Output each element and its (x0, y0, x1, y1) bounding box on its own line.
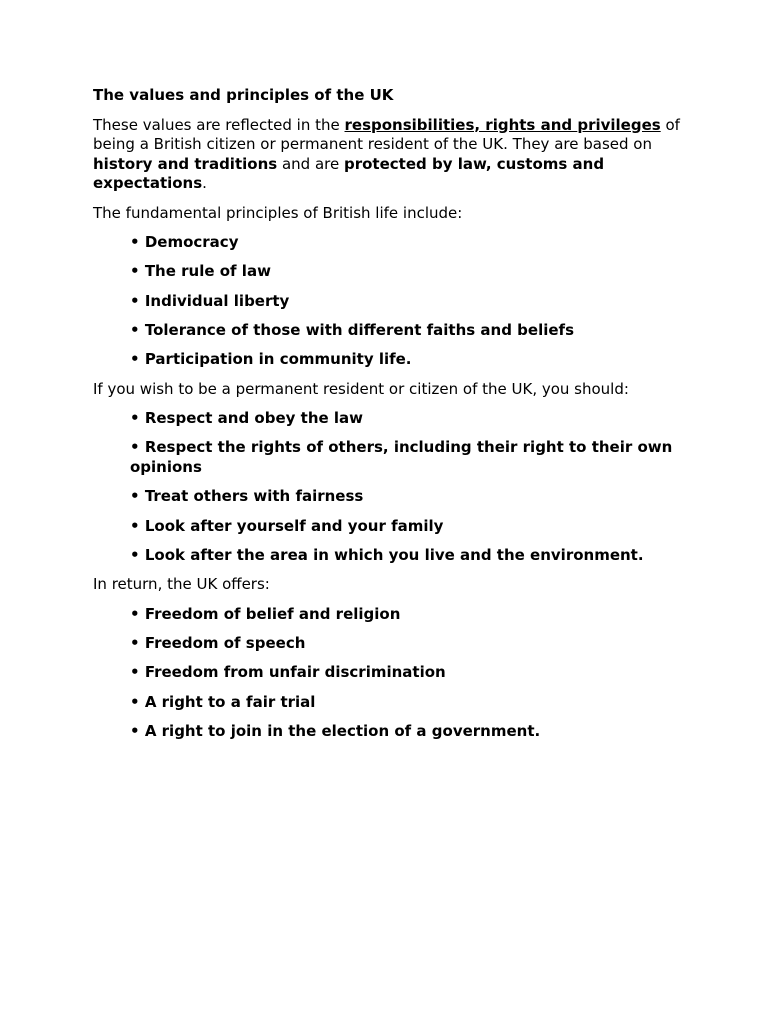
page-title: The values and principles of the UK (93, 86, 394, 104)
principles-list (93, 233, 693, 370)
intro-paragraph (93, 116, 693, 194)
intro-text-3: and are (277, 154, 344, 173)
list-item-label: Individual liberty (144, 291, 290, 310)
list-item (130, 693, 693, 713)
list-item (130, 233, 693, 253)
principles-intro: The fundamental principles of British life include: (93, 203, 463, 222)
bullet-icon: • (130, 409, 140, 428)
should-list (93, 409, 693, 565)
responsibilities-link-part-1[interactable]: responsibilities, rights and (344, 115, 578, 134)
intro-text-4: . (202, 174, 207, 192)
list-item-label: The rule of law (144, 262, 271, 281)
list-item-label: Tolerance of those with different faiths and beliefs (144, 320, 574, 339)
intro-text-1: These values are reflected in the (93, 115, 345, 134)
list-item-label: A right to join in the election of a government. (144, 722, 541, 741)
bullet-icon: • (130, 262, 140, 281)
bullet-icon: • (130, 634, 140, 653)
bullet-icon: • (130, 604, 140, 623)
list-item-label: Democracy (144, 233, 239, 251)
list-item (130, 350, 693, 370)
list-item (130, 546, 693, 566)
list-item-label: Look after the area in which you live and the environment. (144, 545, 644, 564)
bullet-icon: • (130, 692, 140, 711)
offers-intro: In return, the UK offers: (93, 575, 270, 594)
responsibilities-link[interactable] (345, 116, 661, 134)
bullet-icon: • (130, 722, 140, 741)
bullet-icon: • (130, 487, 140, 506)
list-item-label: A right to a fair trial (144, 692, 316, 711)
should-intro: If you wish to be a permanent resident or citizen of the UK, you should: (93, 379, 629, 398)
document-page (93, 86, 693, 752)
bullet-icon: • (130, 438, 140, 457)
list-item (130, 663, 693, 683)
list-item-label: Respect and obey the law (144, 409, 364, 428)
bullet-icon: • (130, 516, 140, 535)
intro-bold-protected: protected by law, customs and expectations (93, 154, 605, 192)
bullet-icon: • (130, 545, 140, 564)
list-item-label: Treat others with fairness (144, 487, 364, 506)
list-item (130, 292, 693, 312)
list-item (130, 634, 693, 654)
list-item (130, 262, 693, 282)
list-item-label: Look after yourself and your family (144, 516, 444, 535)
list-item-label: Freedom of belief and religion (144, 604, 401, 623)
bullet-icon: • (130, 233, 140, 251)
bullet-icon: • (130, 350, 140, 369)
list-item (130, 321, 693, 341)
list-item (130, 409, 693, 429)
bullet-icon: • (130, 320, 140, 339)
responsibilities-link-part-2[interactable]: privileges (577, 115, 661, 134)
list-item-label: Freedom from unfair discrimination (144, 663, 446, 682)
list-item (130, 517, 693, 537)
list-item-label: Respect the rights of others, including their right to their own opinions (130, 438, 673, 476)
list-item (130, 487, 693, 507)
intro-text-2: of being a British citizen or permanent resident of the UK. They are based on (93, 115, 680, 153)
bullet-icon: • (130, 663, 140, 682)
intro-bold-history: history and traditions (93, 154, 278, 173)
offers-list (93, 605, 693, 742)
list-item (130, 722, 693, 742)
bullet-icon: • (130, 291, 140, 310)
list-item-label: Freedom of speech (144, 634, 306, 653)
list-item (130, 438, 693, 477)
list-item-label: Participation in community life. (144, 350, 412, 369)
list-item (130, 605, 693, 625)
